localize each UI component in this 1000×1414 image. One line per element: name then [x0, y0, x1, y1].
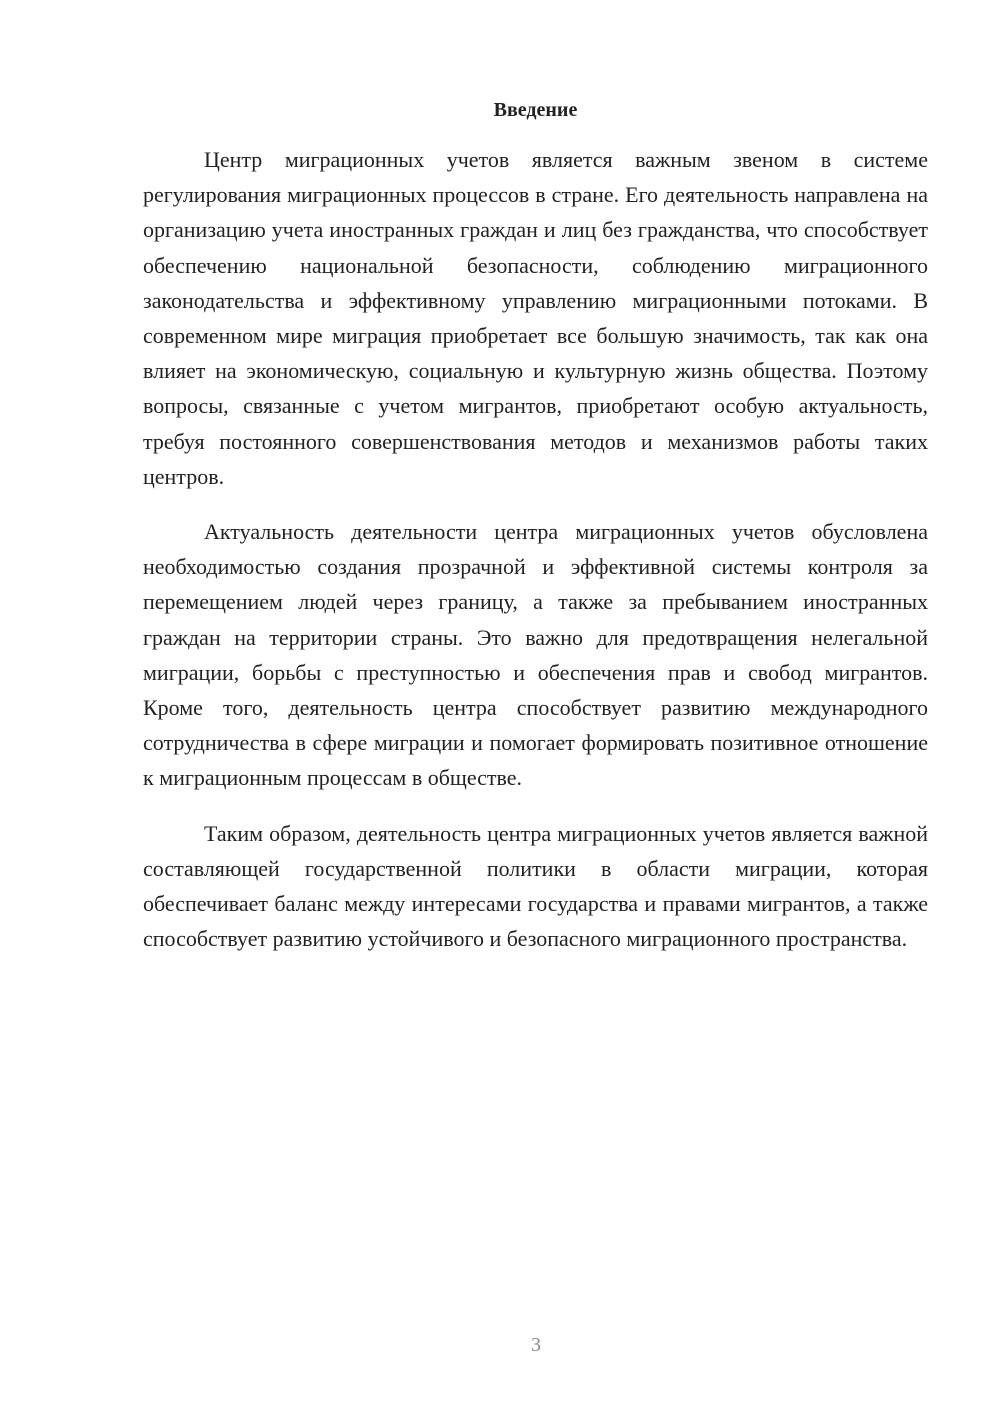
paragraph-1: Центр миграционных учетов является важным звеном в системе регулирования миграционных процессов в стране. Его деятельность направлена на организацию учета иностранных граждан и лиц без гражданства, что способствует обеспечению национальной безопасности, соблюдению миграционного законодательства и эффективному управлению миграционными потоками. В современном мире миграция приобретает все большую значимость, так как она влияет на экономическую, социальную и культурную жизнь общества. Поэтому вопросы, связанные с учетом мигрантов, приобретают особую актуальность, требуя постоянного совершенствования методов и механизмов работы таких центров.: [143, 147, 928, 489]
section-title: Введение: [493, 99, 578, 121]
paragraph-3: Таким образом, деятельность центра миграционных учетов является важной составляющей государственной политики в области миграции, которая обеспечивает баланс между интересами государства и правами мигрантов, а также способствует развитию устойчивого и безопасного миграционного пространства.: [143, 820, 928, 952]
page-content: [143, 96, 928, 956]
paragraph-2: Актуальность деятельности центра миграционных учетов обусловлена необходимостью создания прозрачной и эффективной системы контроля за перемещением людей через границу, а также за пребыванием иностранных граждан на территории страны. Это важно для предотвращения нелегальной миграции, борьбы с преступностью и обеспечения прав и свобод мигрантов. Кроме того, деятельность центра способствует развитию международного сотрудничества в сфере миграции и помогает формировать позитивное отношение к миграционным процессам в обществе.: [143, 519, 928, 791]
page-number: 3: [531, 1334, 541, 1356]
